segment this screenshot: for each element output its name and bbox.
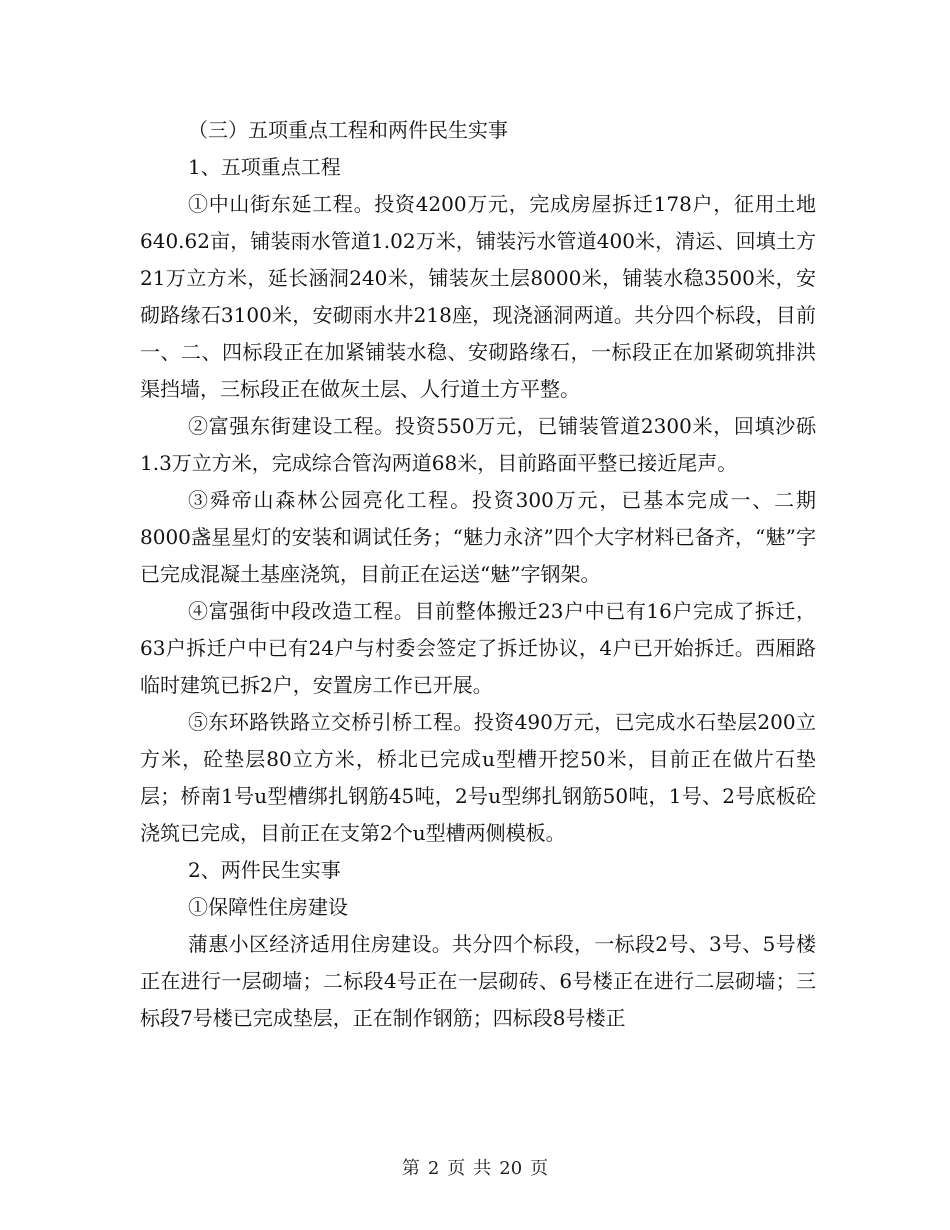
paragraph: 蒲惠小区经济适用住房建设。共分四个标段，一标段2号、3号、5号楼正在进行一层砌墙；二标段4号正在一层砌砖、6号楼正在进行二层砌墙；三标段7号楼已完成垫层，正在制作钢筋；四标段8号楼正 [140, 932, 816, 1030]
subsection-heading: 1、五项重点工程 [188, 155, 341, 179]
item-heading: ①保障性住房建设 [188, 895, 348, 919]
paragraph: ④富强街中段改造工程。目前整体搬迁23户中已有16户完成了拆迁，63户拆迁户中已有24户与村委会签定了拆迁协议，4户已开始拆迁。西厢路临时建筑已拆2户，安置房工作已开展。 [140, 599, 816, 697]
body-text [140, 112, 816, 1037]
paragraph: ③舜帝山森林公园亮化工程。投资300万元，已基本完成一、二期8000盏星星灯的安装和调试任务；“魅力永济”四个大字材料已备齐，“魅”字已完成混凝土基座浇筑，目前正在运送“魅”字钢架。 [140, 488, 816, 586]
footer-page-label: 第 [401, 1158, 420, 1179]
page-footer [0, 1154, 950, 1180]
subsection-heading: 2、两件民生实事 [188, 858, 341, 882]
section-heading: （三）五项重点工程和两件民生实事 [188, 118, 508, 142]
paragraph: ②富强东街建设工程。投资550万元，已铺装管道2300米，回填沙砾1.3万立方米，完成综合管沟两道68米，目前路面平整已接近尾声。 [140, 414, 816, 475]
footer-total-pages: 20 [499, 1158, 523, 1179]
footer-page-unit: 页 [447, 1158, 466, 1179]
footer-total-unit: 页 [530, 1158, 549, 1179]
paragraph: ⑤东环路铁路立交桥引桥工程。投资490万元，已完成水石垫层200立方米，砼垫层80立方米，桥北已完成u型槽开挖50米，目前正在做片石垫层；桥南1号u型槽绑扎钢筋45吨，2号u型绑扎钢筋50吨，1号、2号底板砼浇筑已完成，目前正在支第2个u型槽两侧模板。 [140, 710, 816, 845]
footer-page-number: 2 [427, 1158, 440, 1179]
footer-total-label: 共 [473, 1158, 492, 1179]
paragraph: ①中山街东延工程。投资4200万元，完成房屋拆迁178户，征用土地640.62亩，铺装雨水管道1.02万米，铺装污水管道400米，清运、回填土方21万立方米，延长涵洞240米，铺装灰土层8000米，铺装水稳3500米，安砌路缘石3100米，安砌雨水井218座，现浇涵洞两道。共分四个标段，目前一、二、四标段正在加紧铺装水稳、安砌路缘石，一标段正在加紧砌筑排洪渠挡墙，三标段正在做灰土层、人行道土方平整。 [140, 192, 816, 401]
